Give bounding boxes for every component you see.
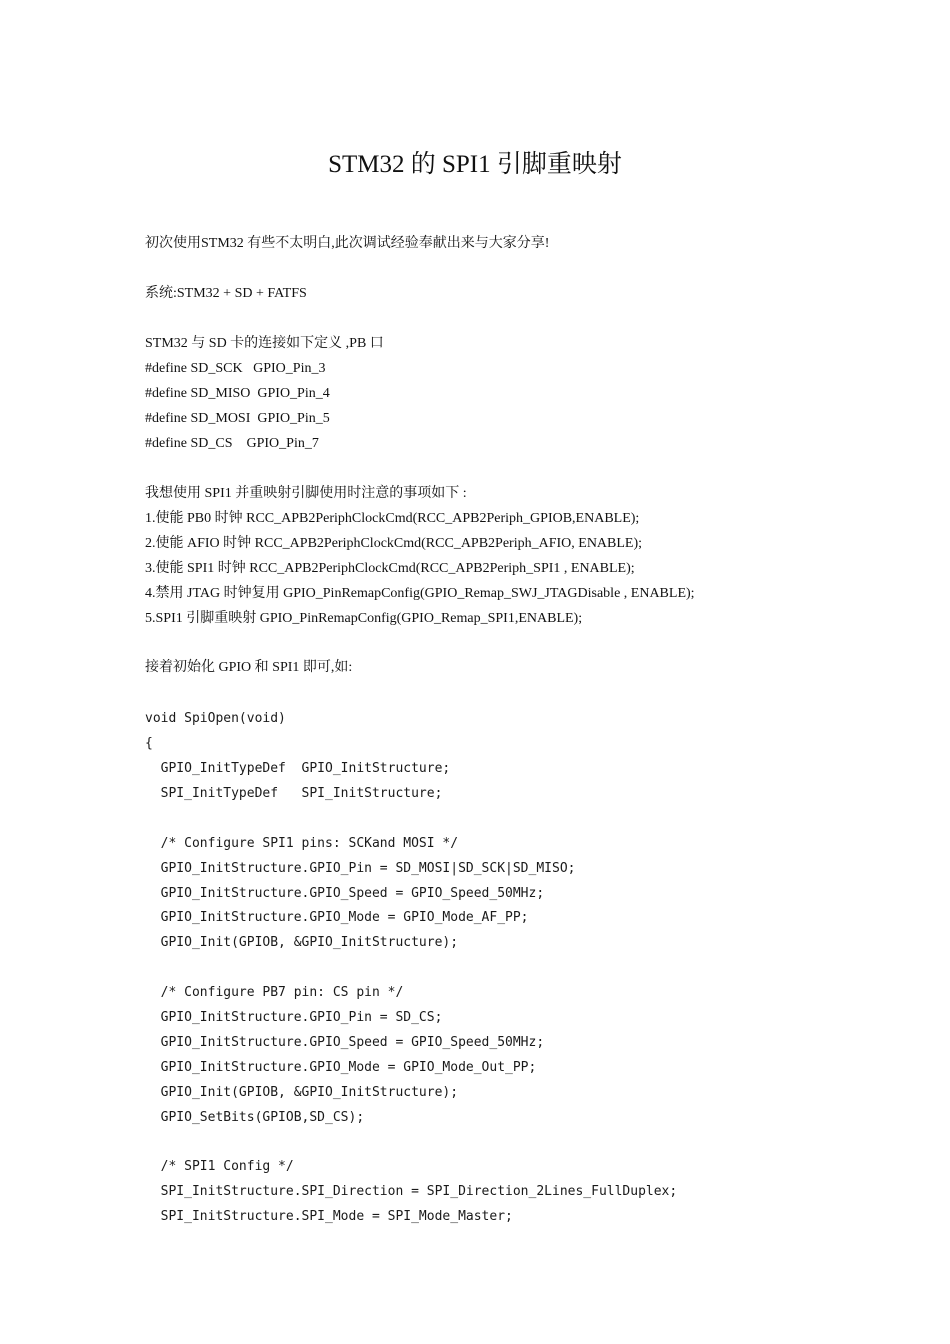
code-line: /* SPI1 Config */	[145, 1159, 294, 1174]
code-line: GPIO_InitStructure.GPIO_Pin = SD_MOSI|SD_SCK|SD_MISO;	[145, 861, 576, 876]
define-line: #define SD_CS GPIO_Pin_7	[145, 436, 319, 451]
init-note: 接着初始化 GPIO 和 SPI1 即可,如:	[145, 660, 353, 675]
code-line: GPIO_Init(GPIOB, &GPIO_InitStructure);	[145, 935, 459, 950]
code-line: SPI_InitStructure.SPI_Mode = SPI_Mode_Master;	[145, 1209, 513, 1224]
code-line: SPI_InitStructure.SPI_Direction = SPI_Direction_2Lines_FullDuplex;	[145, 1184, 678, 1199]
step-line: 2.使能 AFIO 时钟 RCC_APB2PeriphClockCmd(RCC_APB2Periph_AFIO, ENABLE);	[145, 536, 643, 551]
define-line: #define SD_SCK GPIO_Pin_3	[145, 361, 326, 376]
code-line: /* Configure SPI1 pins: SCKand MOSI */	[145, 836, 459, 851]
document-title: STM32 的 SPI1 引脚重映射	[328, 151, 622, 178]
code-line: GPIO_InitStructure.GPIO_Mode = GPIO_Mode_AF_PP;	[145, 910, 529, 925]
code-line: GPIO_InitStructure.GPIO_Speed = GPIO_Speed_50MHz;	[145, 886, 545, 901]
code-line: /* Configure PB7 pin: CS pin */	[145, 985, 404, 1000]
code-line: GPIO_InitStructure.GPIO_Mode = GPIO_Mode_Out_PP;	[145, 1060, 537, 1075]
code-line: GPIO_Init(GPIOB, &GPIO_InitStructure);	[145, 1085, 459, 1100]
intro-text: 初次使用STM32 有些不太明白,此次调试经验奉献出来与大家分享!	[145, 236, 550, 251]
code-line: {	[145, 736, 153, 751]
code-line: GPIO_InitTypeDef GPIO_InitStructure;	[145, 761, 451, 776]
code-line: GPIO_SetBits(GPIOB,SD_CS);	[145, 1110, 365, 1125]
step-line: 5.SPI1 引脚重映射 GPIO_PinRemapConfig(GPIO_Remap_SPI1,ENABLE);	[145, 611, 583, 626]
define-line: #define SD_MOSI GPIO_Pin_5	[145, 411, 330, 426]
define-line: #define SD_MISO GPIO_Pin_4	[145, 386, 330, 401]
code-line: SPI_InitTypeDef SPI_InitStructure;	[145, 786, 443, 801]
system-text: 系统:STM32 + SD + FATFS	[145, 286, 307, 301]
step-line: 3.使能 SPI1 时钟 RCC_APB2PeriphClockCmd(RCC_APB2Periph_SPI1 , ENABLE);	[145, 561, 635, 576]
connection-heading: STM32 与 SD 卡的连接如下定义 ,PB 口	[145, 336, 384, 351]
steps-heading: 我想使用 SPI1 并重映射引脚使用时注意的事项如下 :	[145, 486, 467, 501]
code-line: GPIO_InitStructure.GPIO_Speed = GPIO_Speed_50MHz;	[145, 1035, 545, 1050]
step-line: 4.禁用 JTAG 时钟复用 GPIO_PinRemapConfig(GPIO_Remap_SWJ_JTAGDisable , ENABLE);	[145, 586, 695, 601]
code-line: GPIO_InitStructure.GPIO_Pin = SD_CS;	[145, 1010, 443, 1025]
step-line: 1.使能 PB0 时钟 RCC_APB2PeriphClockCmd(RCC_APB2Periph_GPIOB,ENABLE);	[145, 511, 640, 526]
code-line: void SpiOpen(void)	[145, 711, 286, 726]
